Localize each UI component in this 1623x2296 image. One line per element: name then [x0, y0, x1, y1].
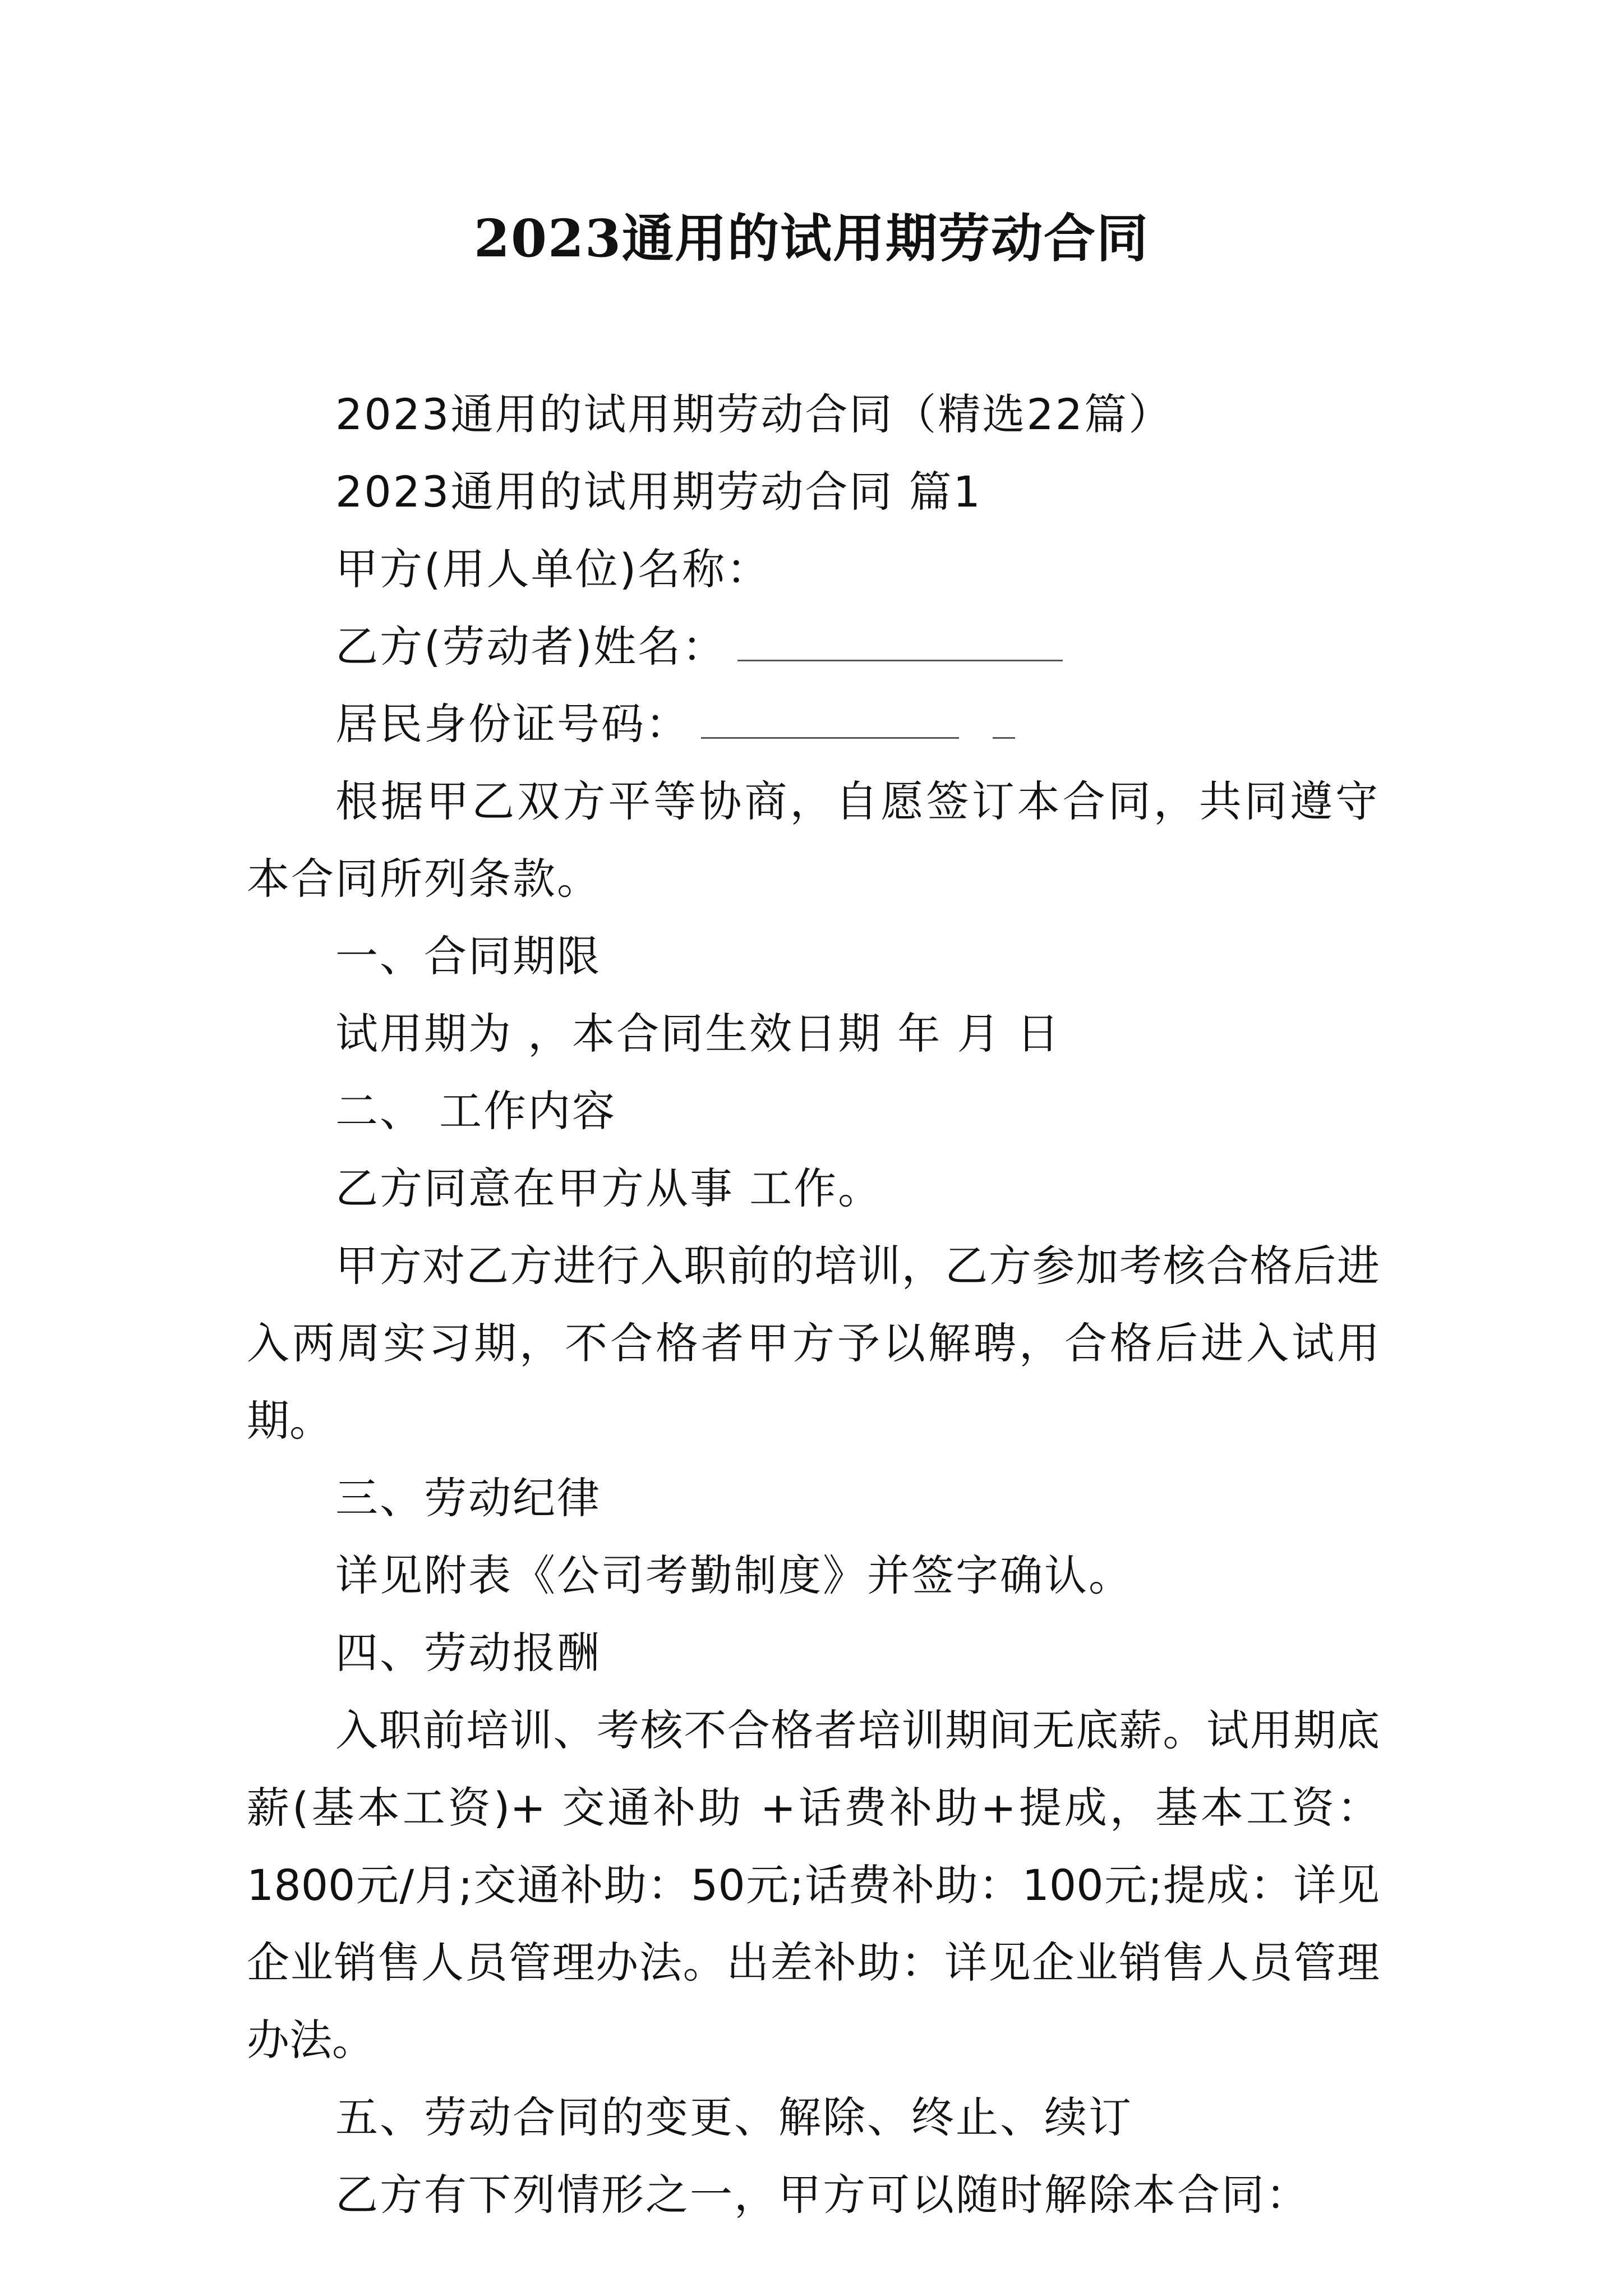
training-paragraph: 甲方对乙方进行入职前的培训，乙方参加考核合格后进入两周实习期，不合格者甲方予以解聘，合格后进入试用期。: [247, 1241, 1380, 1446]
party-b-name-line: [247, 608, 1380, 685]
party-b-label: 乙方(劳动者)姓名：: [335, 622, 727, 671]
id-number-line: [247, 685, 1380, 763]
remuneration-paragraph: 入职前培训、考核不合格者培训期间无底薪。试用期底薪(基本工资)+ 交通补助 +话费补助+提成，基本工资：1800元/月;交通补助：50元;话费补助：100元;提成：详见企业销售人员管理办法。出差补助：详见企业销售人员管理办法。: [247, 1705, 1380, 2065]
section-heading-part-1: 2023通用的试用期劳动合同 篇1: [335, 467, 982, 517]
document-body: [247, 376, 1380, 2234]
discipline-line: 详见附表《公司考勤制度》并签字确认。: [335, 1550, 1133, 1600]
party-a-label: 甲方(用人单位)名称：: [335, 544, 771, 594]
id-number-label: 居民身份证号码：: [335, 699, 690, 749]
id-number-blank: [701, 701, 959, 739]
clause-heading-termination: 五、劳动合同的变更、解除、终止、续订: [335, 2092, 1133, 2142]
work-content-line: 乙方同意在甲方从事 工作。: [335, 1163, 883, 1213]
party-b-name-blank: [737, 624, 1063, 661]
probation-term-line: 试用期为 ，本合同生效日期 年 月 日: [335, 1009, 1061, 1059]
clause-heading-discipline: 三、劳动纪律: [335, 1473, 601, 1523]
contract-subtitle: 2023通用的试用期劳动合同（精选22篇）: [335, 389, 1173, 439]
termination-intro-line: 乙方有下列情形之一，甲方可以随时解除本合同：: [335, 2170, 1310, 2220]
preamble-paragraph: 根据甲乙双方平等协商，自愿签订本合同，共同遵守本合同所列条款。: [247, 776, 1380, 904]
document-title: 2023通用的试用期劳动合同: [473, 208, 1150, 269]
id-number-blank-tail: [993, 701, 1015, 739]
party-a-name-line: [247, 531, 1380, 608]
clause-heading-remuneration: 四、劳动报酬: [335, 1628, 601, 1678]
clause-heading-term: 一、合同期限: [335, 931, 601, 981]
clause-heading-work: 二、 工作内容: [335, 1086, 617, 1136]
